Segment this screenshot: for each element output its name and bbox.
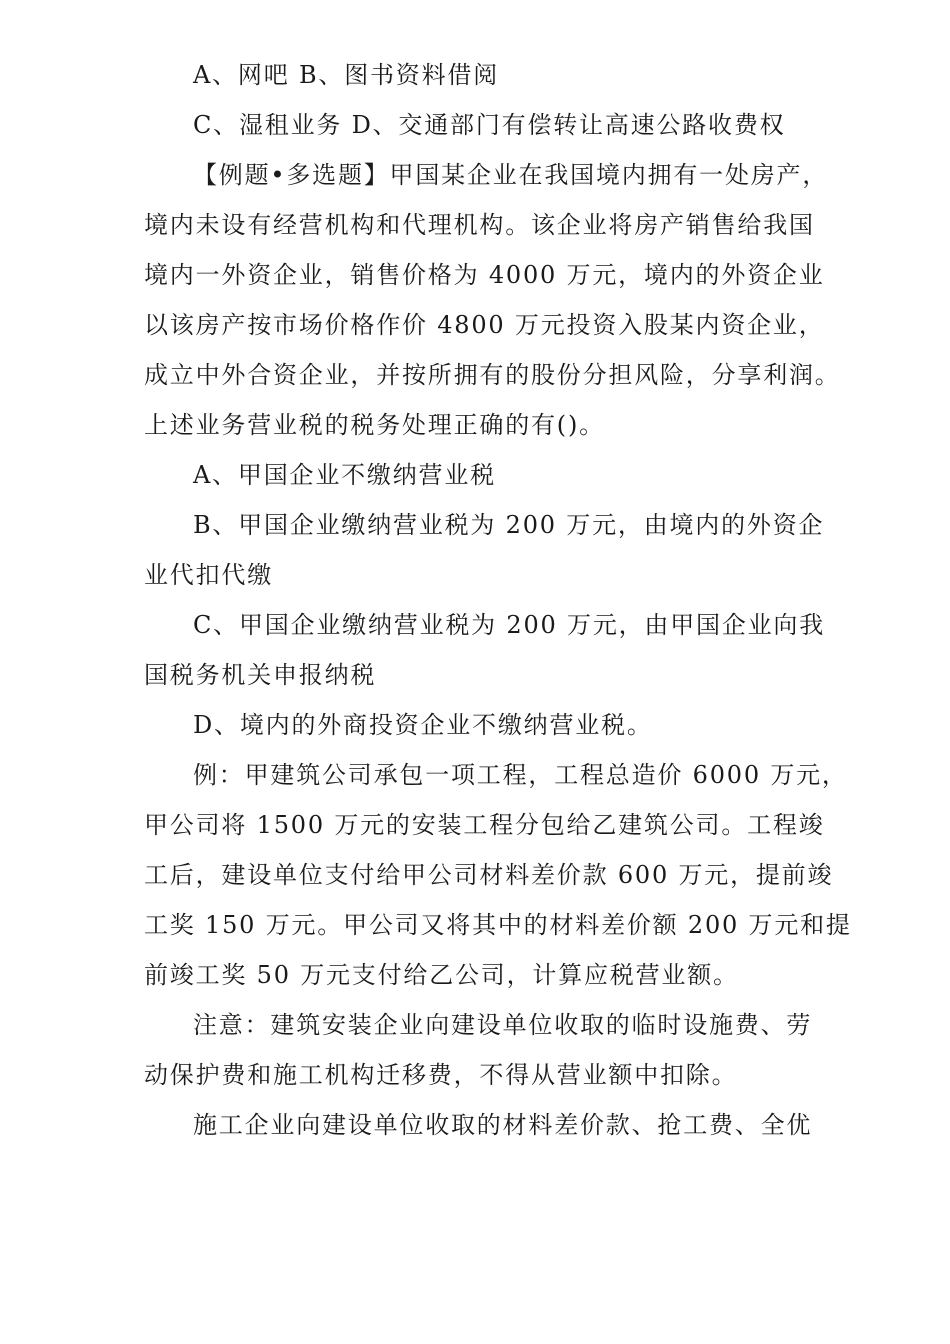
answer-option-c: C、甲国企业缴纳营业税为 200 万元，由甲国企业向我 [193,611,826,639]
question-text-line: 成立中外合资企业，并按所拥有的股份分担风险，分享利润。 [144,361,841,389]
example-paragraph-line: 甲公司将 1500 万元的安装工程分包给乙建筑公司。工程竣 [144,811,825,839]
option-line-c-d: C、湿租业务 D、交通部门有偿转让高速公路收费权 [193,111,786,139]
answer-option-b-continued: 业代扣代缴 [144,561,273,589]
question-text-line: 境内未设有经营机构和代理机构。该企业将房产销售给我国 [144,211,815,239]
example-paragraph-line: 前竣工奖 50 万元支付给乙公司，计算应税营业额。 [144,961,739,989]
answer-option-d: D、境内的外商投资企业不缴纳营业税。 [193,711,653,739]
question-text-line: 以该房产按市场价格作价 4800 万元投资入股某内资企业， [144,311,825,339]
example-paragraph-line: 工后，建设单位支付给甲公司材料差价款 600 万元，提前竣 [144,861,834,889]
construction-paragraph-start: 施工企业向建设单位收取的材料差价款、抢工费、全优 [193,1111,813,1139]
example-paragraph-line: 工奖 150 万元。甲公司又将其中的材料差价额 200 万元和提 [144,911,852,939]
note-paragraph-start: 注意：建筑安装企业向建设单位收取的临时设施费、劳 [193,1011,813,1039]
answer-option-b: B、甲国企业缴纳营业税为 200 万元，由境内的外资企 [193,511,825,539]
example-question-heading: 【例题•多选题】甲国某企业在我国境内拥有一处房产， [193,161,829,189]
answer-option-c-continued: 国税务机关申报纳税 [144,661,377,689]
question-text-line: 境内一外资企业，销售价格为 4000 万元，境内的外资企业 [144,261,825,289]
question-text-line: 上述业务营业税的税务处理正确的有()。 [144,411,605,439]
option-line-a-b: A、网吧 B、图书资料借阅 [193,61,499,89]
note-paragraph-line: 动保护费和施工机构迁移费，不得从营业额中扣除。 [144,1061,738,1089]
answer-option-a: A、甲国企业不缴纳营业税 [193,461,496,489]
example-paragraph-start: 例：甲建筑公司承包一项工程，工程总造价 6000 万元， [193,761,848,789]
